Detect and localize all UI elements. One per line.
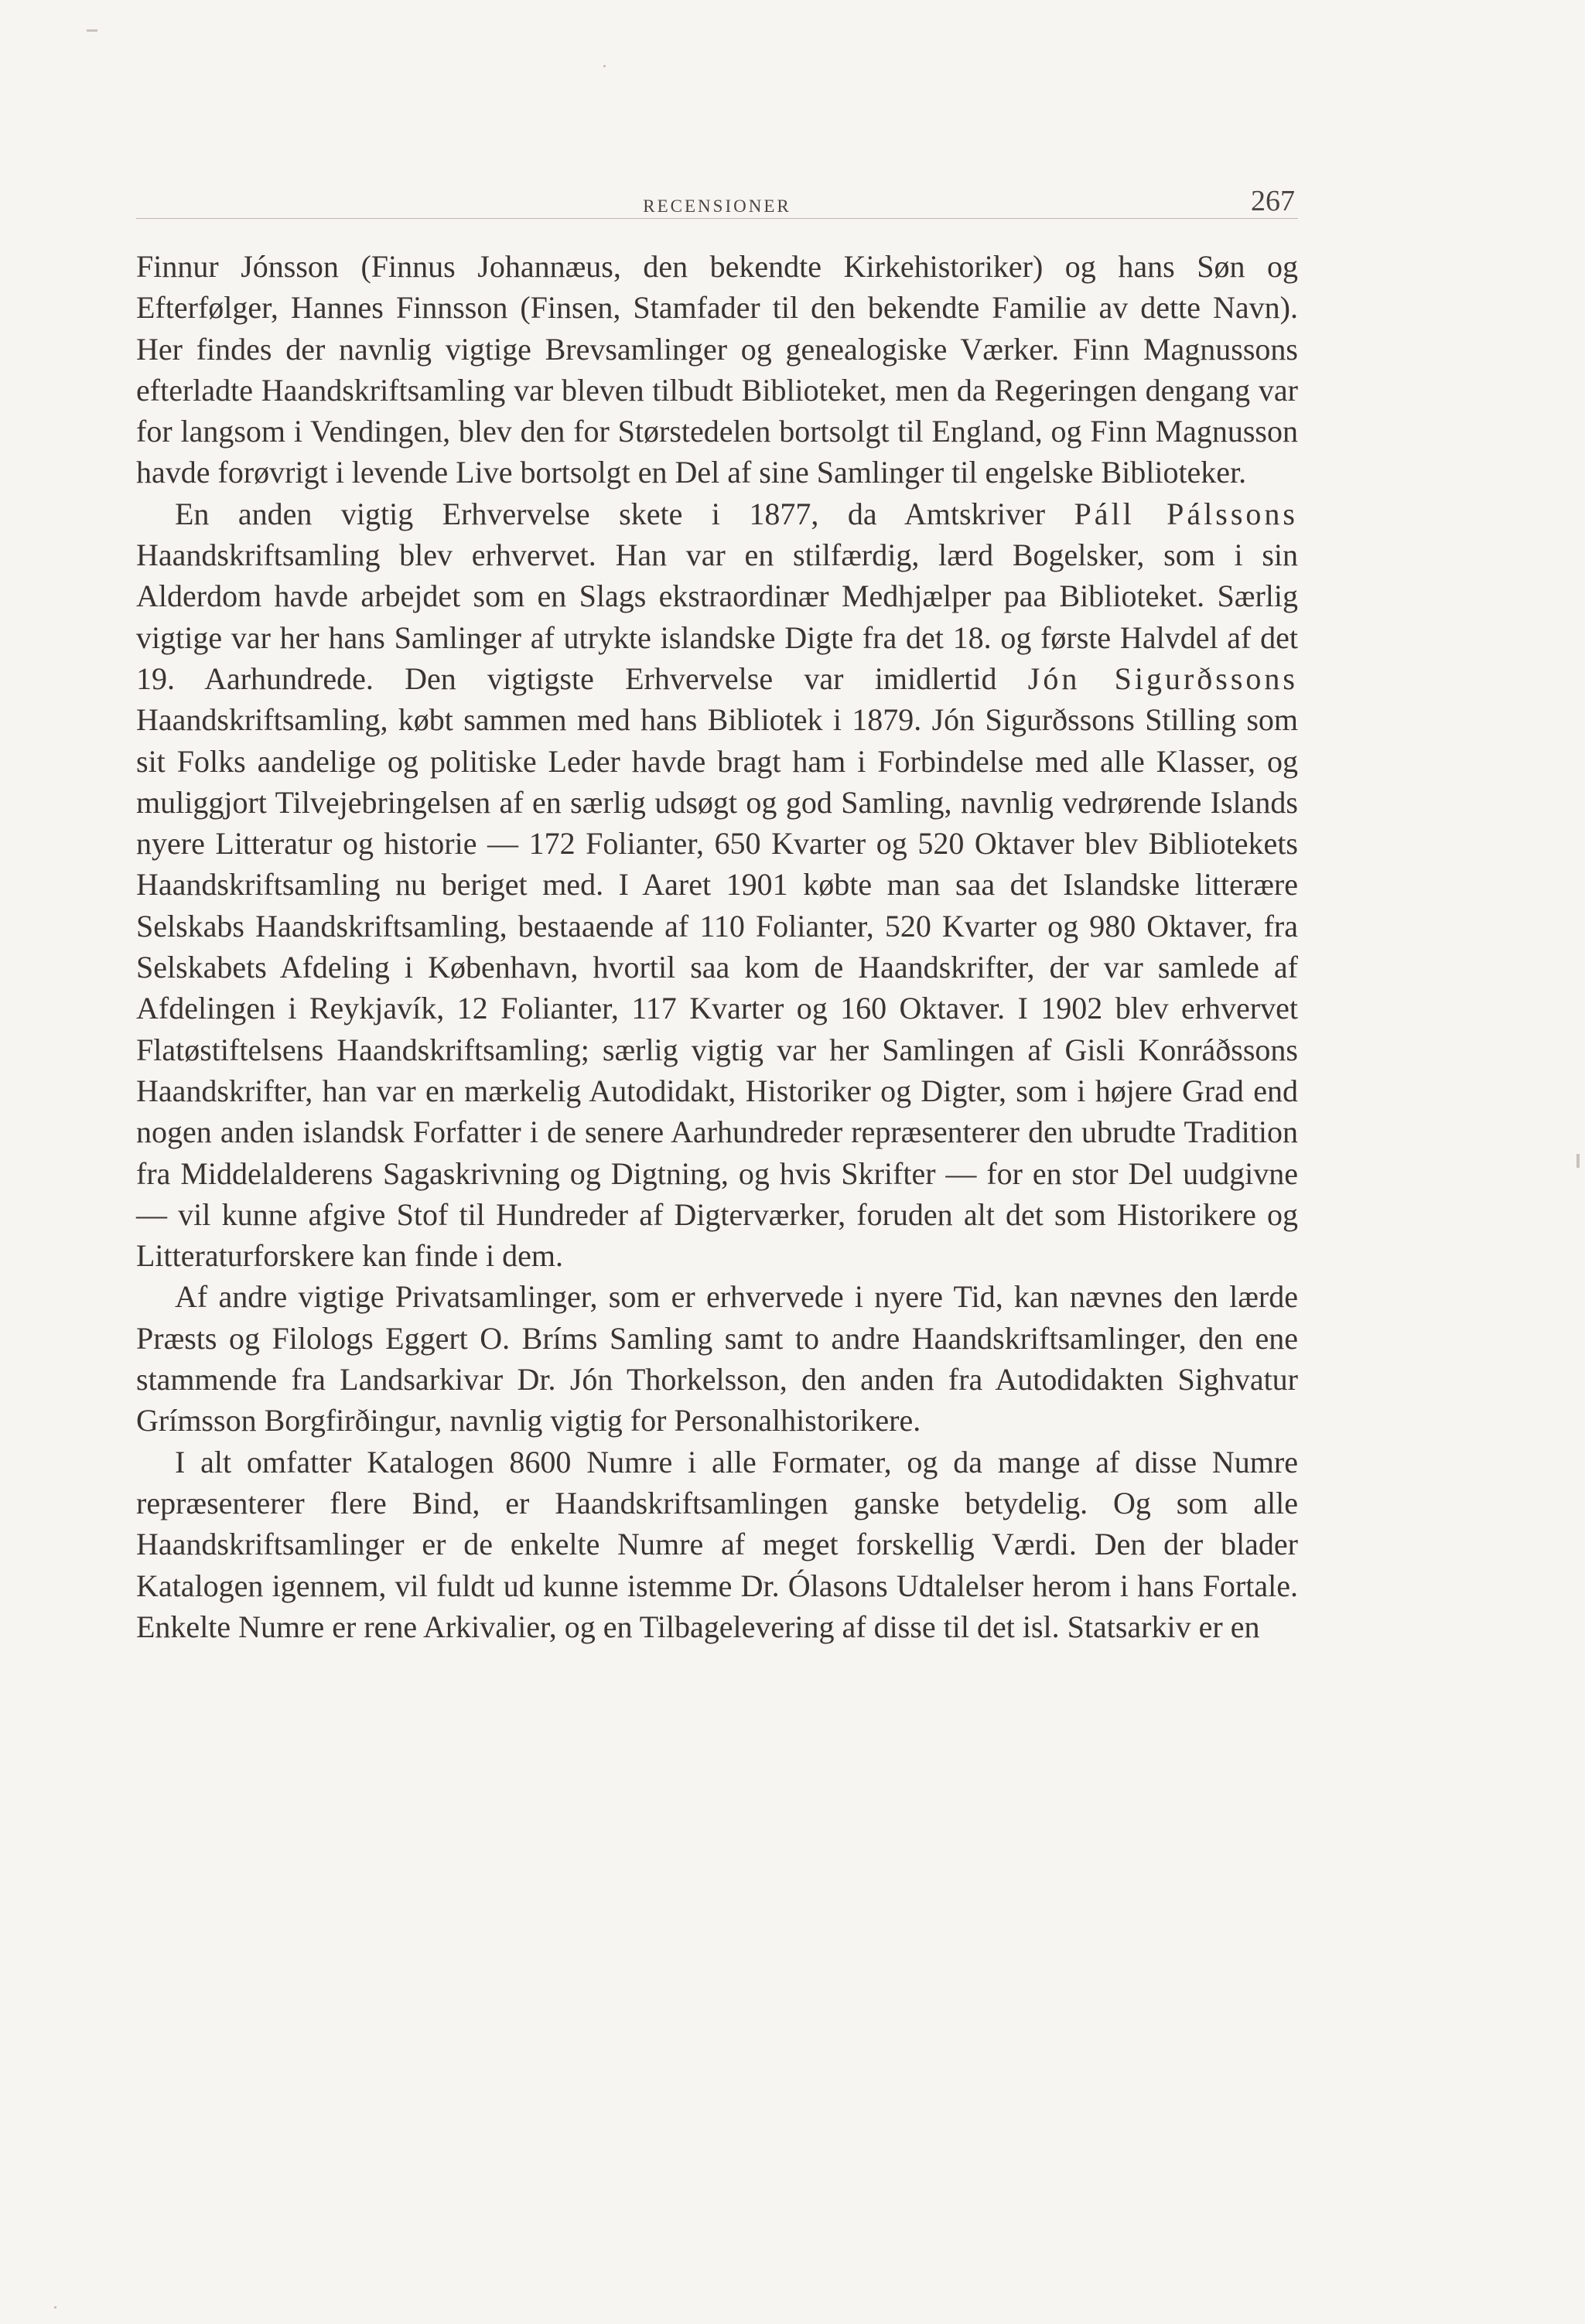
paragraph-text: Haandskriftsamling, købt sammen med hans Bibliotek i 1879. Jón Sigurðssons Stilling som sit Folks aandelige og politiske Leder havde bragt ham i Forbindelse med alle Klasser, og muliggjort Tilvejebringelsen af en særlig udsøgt og god Samling, navnlig vedrørende Islands nyere Litteratur og historie — 172 Folianter, 650 Kvarter og 520 Oktaver blev Bibliotekets Haandskriftsamling nu beriget med. I Aaret 1901 købte man saa det Islandske litterære Selskabs Haandskriftsamling, bestaaende af 110 Folianter, 520 Kvarter og 980 Oktaver, fra Selskabets Afdeling i København, hvortil saa kom de Haandskrifter, der var samlede af Afdelingen i Reykjavík, 12 Folianter, 117 Kvarter og 160 Oktaver. I 1902 blev erhvervet Flatøstiftelsens Haandskriftsamling; særlig vigtig var her Samlingen af Gisli Konráðssons Haandskrifter, han var en mærkelig Autodidakt, Historiker og Digter, som i højere Grad end nogen anden islandsk Forfatter i de senere Aarhundreder repræsenterer den ubrudte Tradition fra Middelalderens Sagaskrivning og Digtning, og hvis Skrifter — for en stor Del uudgivne — vil kunne afgive Stof til Hundreder af Digterværker, foruden alt det som Historikere og Litteraturforskere kan finde i dem. <box>136 702 1298 1274</box>
paragraph-3 <box>136 1276 1298 1441</box>
paragraph-2 <box>136 493 1298 1277</box>
spaced-name-jon-sigurdsson: Jón Sigurðssons <box>1027 660 1299 696</box>
scan-speck <box>1576 1154 1580 1168</box>
body-text <box>136 246 1298 1647</box>
paragraph-4 <box>136 1442 1298 1647</box>
running-head-title: RECENSIONER <box>643 196 791 216</box>
paragraph-text: I alt omfatter Katalogen 8600 Numre i alle Formater, og da mange af disse Numre repræsenterer flere Bind, er Haandskriftsamlingen ganske betydelig. Og som alle Haandskriftsamlinger er de enkelte Numre af meget forskellig Værdi. Den der blader Katalogen igennem, vil fuldt ud kunne istemme Dr. Ólasons Udtalelser herom i hans Fortale. Enkelte Numre er rene Arkivalier, og en Tilbagelevering af disse til det isl. Statsarkiv er en <box>136 1444 1298 1644</box>
spaced-name-pall-palsson: Páll Pálssons <box>1074 496 1298 531</box>
scan-speck <box>54 2306 56 2309</box>
paragraph-text: En anden vigtig Erhvervelse skete i 1877, da Amtskriver <box>175 496 1074 531</box>
paragraph-1 <box>136 246 1298 493</box>
scan-speck <box>87 29 97 32</box>
paragraph-text: Af andre vigtige Privatsamlinger, som er erhvervede i nyere Tid, kan nævnes den lærde Præsts og Filologs Eggert O. Bríms Samling samt to andre Haandskriftsamlinger, den ene stammende fra Landsarkivar Dr. Jón Thorkelsson, den anden fra Autodidakten Sighvatur Grímsson Borgfirðingur, navnlig vigtig for Personalhistorikere. <box>136 1279 1298 1438</box>
paragraph-text: Finnur Jónsson (Finnus Johannæus, den bekendte Kirkehistoriker) og hans Søn og Efterfølger, Hannes Finnsson (Finsen, Stamfader til den bekendte Familie av dette Navn). Her findes der navnlig vigtige Brevsamlinger og genealogiske Værker. Finn Magnussons efterladte Haandskriftsamling var bleven tilbudt Biblioteket, men da Regeringen dengang var for langsom i Vendingen, blev den for Størstedelen bortsolgt til England, og Finn Magnusson havde forøvrigt i levende Live bortsolgt en Del af sine Samlinger til engelske Biblioteker. <box>136 249 1298 490</box>
scan-speck <box>603 65 606 67</box>
paragraph-text: Haandskriftsamling blev erhvervet. Han var en stilfærdig, lærd Bogelsker, som i sin Alderdom havde arbejdet som en Slags ekstraordinær Medhjælper paa Biblioteket. Særlig vigtige var her hans Samlinger af utrykte islandske Digte fra det 18. og første Halvdel af det 19. Aarhundrede. Den vigtigste Erhvervelse var imidlertid <box>136 537 1298 696</box>
page-number: 267 <box>1251 185 1295 217</box>
running-head <box>136 183 1298 219</box>
